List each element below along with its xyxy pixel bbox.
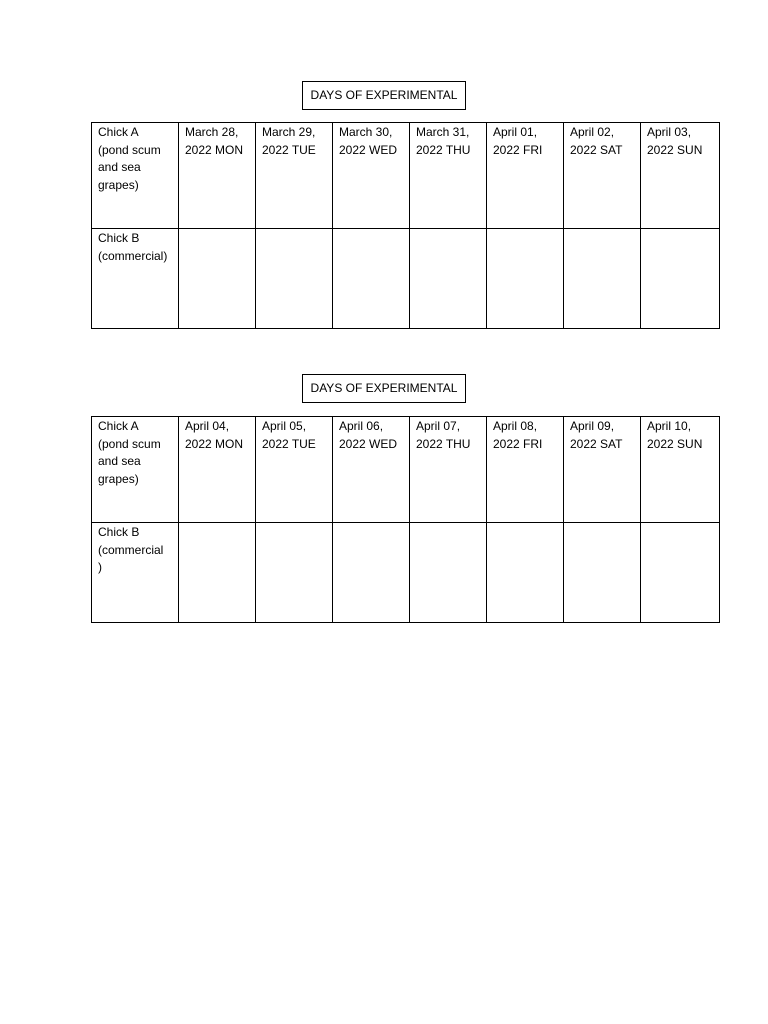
day-label: April 08, 2022 FRI [493,419,543,451]
day-header-cell [487,417,564,523]
empty-cell [564,229,641,329]
day-label: April 05, 2022 TUE [262,419,316,451]
row-label-cell [92,417,179,523]
day-header-cell [256,417,333,523]
table-row-chick-a [92,417,720,523]
day-header-cell [256,123,333,229]
day-label: April 06, 2022 WED [339,419,398,451]
experiment-table [91,122,720,329]
day-label: March 29, 2022 TUE [262,125,316,157]
day-header-cell [179,123,256,229]
row-label-chick-a: Chick A (pond scum and sea grapes) [98,125,161,192]
row-label-chick-a: Chick A (pond scum and sea grapes) [98,419,161,486]
day-header-cell [487,123,564,229]
day-header-cell [179,417,256,523]
empty-cell [410,229,487,329]
section-caption: DAYS OF EXPERIMENTAL [302,374,466,403]
section-caption: DAYS OF EXPERIMENTAL [302,81,466,110]
table-row-chick-b [92,523,720,623]
day-label: April 10, 2022 SUN [647,419,703,451]
day-label: April 03, 2022 SUN [647,125,703,157]
table-row-chick-b [92,229,720,329]
day-label: April 01, 2022 FRI [493,125,543,157]
empty-cell [179,523,256,623]
day-header-cell [564,417,641,523]
day-label: March 31, 2022 THU [416,125,471,157]
empty-cell [256,229,333,329]
day-label: March 28, 2022 MON [185,125,244,157]
row-label-chick-b: Chick B (commercial ) [98,525,164,574]
day-header-cell [410,417,487,523]
empty-cell [179,229,256,329]
empty-cell [487,229,564,329]
day-header-cell [641,417,720,523]
day-label: April 07, 2022 THU [416,419,471,451]
empty-cell [641,523,720,623]
empty-cell [564,523,641,623]
empty-cell [333,229,410,329]
row-label-cell [92,523,179,623]
empty-cell [333,523,410,623]
row-label-cell [92,229,179,329]
empty-cell [410,523,487,623]
empty-cell [256,523,333,623]
day-label: April 02, 2022 SAT [570,125,623,157]
day-label: March 30, 2022 WED [339,125,398,157]
day-header-cell [410,123,487,229]
day-label: April 04, 2022 MON [185,419,244,451]
experiment-table [91,416,720,623]
day-header-cell [564,123,641,229]
day-header-cell [333,123,410,229]
day-label: April 09, 2022 SAT [570,419,623,451]
day-header-cell [641,123,720,229]
table-row-chick-a [92,123,720,229]
empty-cell [487,523,564,623]
empty-cell [641,229,720,329]
row-label-cell [92,123,179,229]
day-header-cell [333,417,410,523]
row-label-chick-b: Chick B (commercial) [98,231,168,263]
